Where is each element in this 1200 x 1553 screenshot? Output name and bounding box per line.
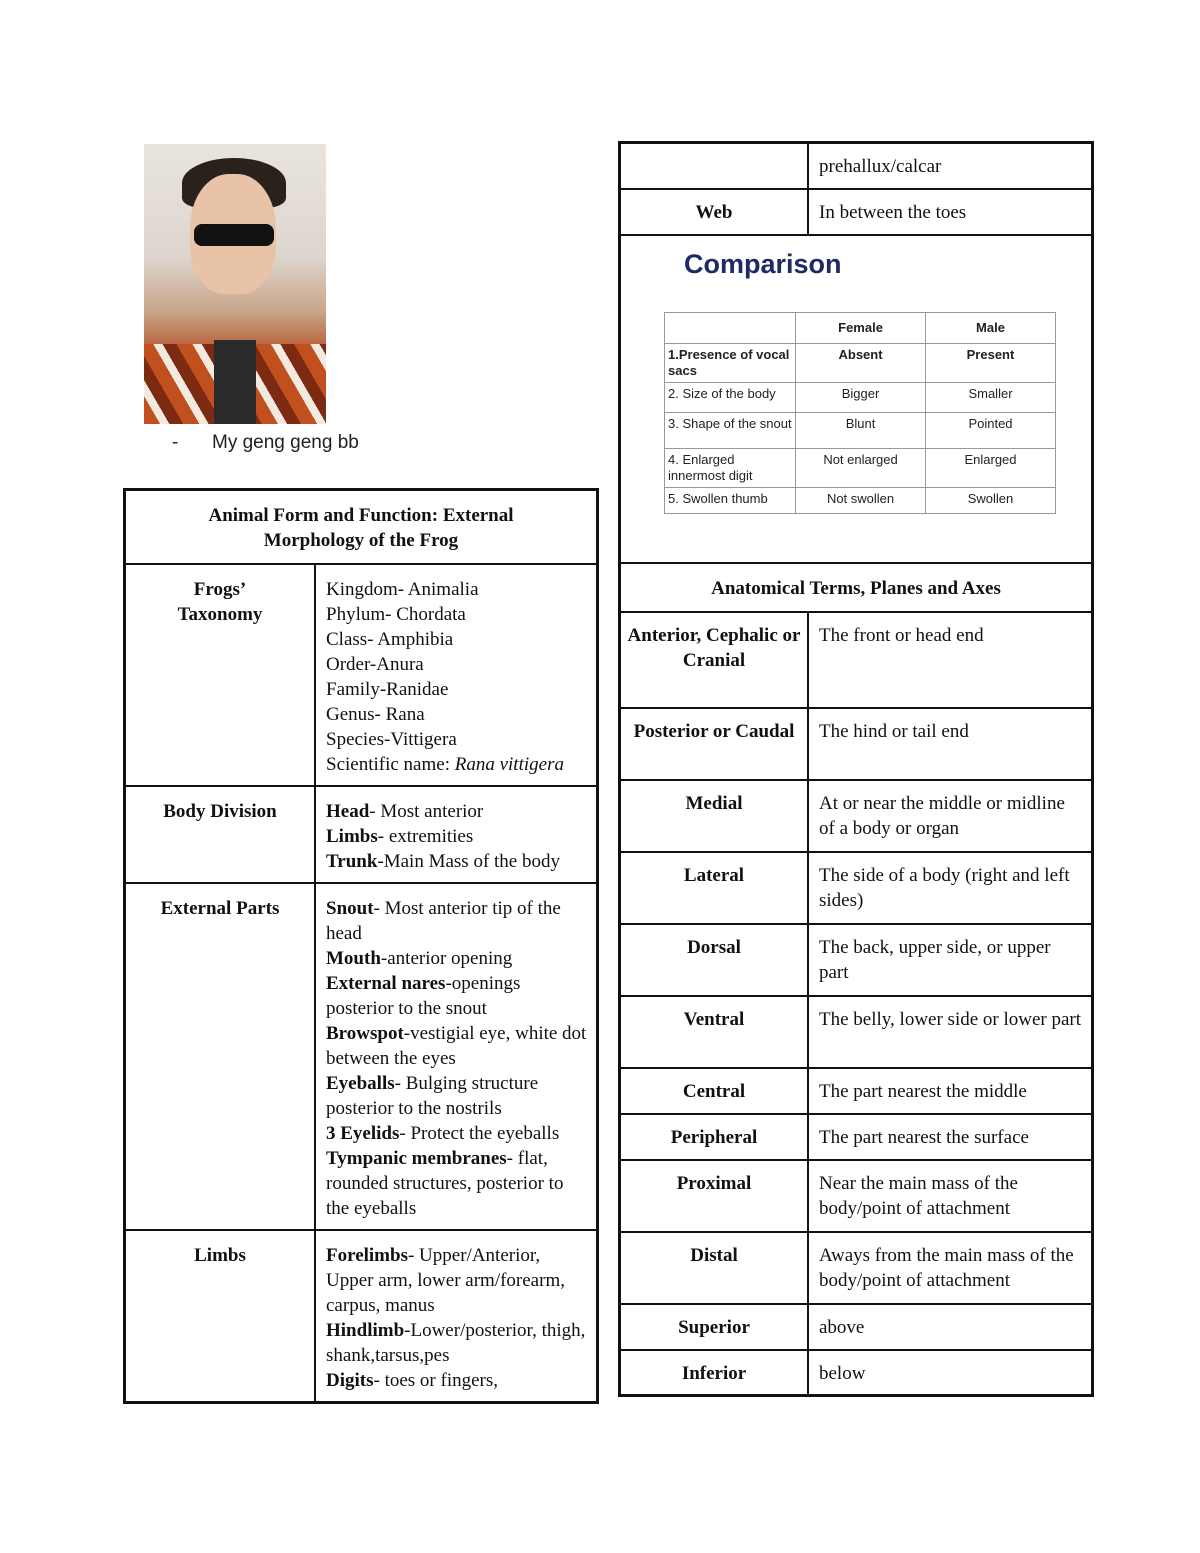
taxonomy-phylum: Phylum- Chordata: [326, 604, 466, 625]
term-definition: At or near the middle or midline of a body or organ: [808, 780, 1093, 852]
comparison-male: Smaller: [925, 382, 1055, 412]
limb-item: [326, 1320, 585, 1366]
term-definition: below: [808, 1350, 1093, 1396]
comparison-trait: 3. Shape of the snout: [665, 412, 796, 448]
comparison-male: Pointed: [925, 412, 1055, 448]
scientific-name-value: Rana vittigera: [454, 754, 564, 775]
external-part-item: [326, 973, 520, 1019]
term: External nares: [326, 973, 446, 994]
term-definition: Aways from the main mass of the body/point of attachment: [808, 1232, 1093, 1304]
description: - Most anterior tip of the head: [326, 898, 561, 944]
term: Limbs: [326, 826, 378, 847]
term-row: [620, 780, 1093, 852]
comparison-header: [665, 312, 1056, 343]
limb-item: [326, 1370, 498, 1391]
comparison-trait: 2. Size of the body: [665, 382, 796, 412]
comparison-table: [664, 312, 1056, 514]
taxonomy-scientific-name: [326, 752, 588, 777]
description: -anterior opening: [380, 948, 513, 969]
frog-morphology-table: [123, 488, 599, 1404]
term: Digits: [326, 1370, 374, 1391]
photo-shirt: [214, 340, 256, 424]
description: -openings posterior to the snout: [326, 973, 521, 1019]
term: Trunk: [326, 851, 378, 872]
label-line: Frogs’: [193, 579, 247, 600]
caption-bullet: -: [172, 432, 179, 453]
term-definition: The hind or tail end: [808, 708, 1093, 780]
term-row: [620, 1304, 1093, 1350]
photo-caption: [172, 432, 359, 454]
comparison-row-item: [665, 412, 1056, 448]
description: -vestigial eye, white dot between the eyes: [326, 1023, 587, 1069]
table-title-line1: Animal Form and Function: External: [208, 505, 514, 526]
description: - toes or fingers,: [373, 1370, 499, 1391]
term-row: [620, 1350, 1093, 1396]
row-value-external-parts: [315, 883, 598, 1230]
comparison-row-item: [665, 343, 1056, 382]
term-row: [620, 1114, 1093, 1160]
description: - Protect the eyeballs: [399, 1123, 560, 1144]
term-label: Central: [620, 1068, 809, 1114]
section-header-row: [620, 563, 1093, 612]
term: Tympanic membranes: [326, 1148, 507, 1169]
external-part-item: [326, 1023, 586, 1069]
external-part-item: [326, 898, 561, 944]
body-division-item: [326, 824, 588, 849]
term-label: Inferior: [620, 1350, 809, 1396]
comparison-trait: 1.Presence of vocal sacs: [665, 343, 796, 382]
taxonomy-family: Family-Ranidae: [326, 679, 449, 700]
taxonomy-class: Class- Amphibia: [326, 629, 454, 650]
term-row: [620, 1232, 1093, 1304]
comparison-female: Bigger: [796, 382, 926, 412]
comparison-female: Not swollen: [796, 487, 926, 513]
description: - extremities: [377, 826, 474, 847]
comparison-header-blank: [665, 312, 796, 343]
term-definition: above: [808, 1304, 1093, 1350]
term-label: Lateral: [620, 852, 809, 924]
comparison-trait: 4. Enlarged innermost digit: [665, 448, 796, 487]
comparison-male: Enlarged: [925, 448, 1055, 487]
term-label: Ventral: [620, 996, 809, 1068]
term-label: Proximal: [620, 1160, 809, 1232]
description: - Upper/Anterior, Upper arm, lower arm/forearm, carpus, manus: [326, 1245, 565, 1316]
term-label: Superior: [620, 1304, 809, 1350]
comparison-male: Swollen: [925, 487, 1055, 513]
comparison-row-item: [665, 487, 1056, 513]
comparison-male: Present: [925, 343, 1055, 382]
table-title: [125, 490, 598, 565]
body-division-item: [326, 799, 588, 824]
table-row: [125, 883, 598, 1230]
row-value-limbs: [315, 1230, 598, 1403]
term-definition: The front or head end: [808, 612, 1093, 708]
table-row: [125, 1230, 598, 1403]
term: Head: [326, 801, 370, 822]
comparison-trait: 5. Swollen thumb: [665, 487, 796, 513]
term-row: [620, 708, 1093, 780]
row-label-blank: [620, 143, 809, 189]
body-division-item: [326, 849, 588, 874]
term-definition: The back, upper side, or upper part: [808, 924, 1093, 996]
term: Browspot: [326, 1023, 404, 1044]
description: - flat, rounded structures, posterior to the eyeballs: [326, 1148, 564, 1219]
comparison-row-item: [665, 382, 1056, 412]
description: - Bulging structure posterior to the nostrils: [326, 1073, 539, 1119]
row-label-web: Web: [620, 189, 809, 235]
comparison-female: Not enlarged: [796, 448, 926, 487]
limb-item: [326, 1245, 565, 1316]
row-value-body-division: [315, 786, 598, 883]
row-label-limbs: Limbs: [125, 1230, 316, 1403]
description: -Lower/posterior, thigh, shank,tarsus,pes: [326, 1320, 586, 1366]
table-row: [620, 189, 1093, 235]
term-row: [620, 1068, 1093, 1114]
label-line: Taxonomy: [177, 604, 263, 625]
term-label: Medial: [620, 780, 809, 852]
term-row: [620, 996, 1093, 1068]
comparison-header-male: Male: [925, 312, 1055, 343]
term: Eyeballs: [326, 1073, 395, 1094]
taxonomy-kingdom: Kingdom- Animalia: [326, 579, 479, 600]
taxonomy-species: Species-Vittigera: [326, 729, 457, 750]
section-title: Anatomical Terms, Planes and Axes: [620, 563, 1093, 612]
external-part-item: [326, 1073, 538, 1119]
portrait-photo: [144, 144, 326, 424]
anatomical-terms-table: [618, 141, 1094, 1397]
description: - Most anterior: [369, 801, 484, 822]
row-label-taxonomy: [125, 564, 316, 786]
term-definition: The belly, lower side or lower part: [808, 996, 1093, 1068]
external-part-item: [326, 948, 512, 969]
term-row: [620, 852, 1093, 924]
term-label: Dorsal: [620, 924, 809, 996]
term-definition: The part nearest the surface: [808, 1114, 1093, 1160]
term-label: Distal: [620, 1232, 809, 1304]
comparison-title: Comparison: [684, 248, 842, 279]
comparison-image-cell: [620, 235, 1093, 563]
table-row: [125, 786, 598, 883]
term-row: [620, 612, 1093, 708]
term-definition: The part nearest the middle: [808, 1068, 1093, 1114]
description: -Main Mass of the body: [377, 851, 560, 872]
term-row: [620, 1160, 1093, 1232]
scientific-name-label: Scientific name:: [326, 754, 455, 775]
photo-sunglasses: [194, 224, 274, 246]
term: Mouth: [326, 948, 381, 969]
table-title-line2: Morphology of the Frog: [263, 530, 459, 551]
term: Hindlimb: [326, 1320, 405, 1341]
comparison-header-female: Female: [796, 312, 926, 343]
term-label: Posterior or Caudal: [620, 708, 809, 780]
table-row: [125, 564, 598, 786]
term-row: [620, 924, 1093, 996]
external-part-item: [326, 1123, 559, 1144]
row-value-prehallux: prehallux/calcar: [808, 143, 1093, 189]
term: Forelimbs: [326, 1245, 408, 1266]
taxonomy-genus: Genus- Rana: [326, 704, 425, 725]
row-value-taxonomy: [315, 564, 598, 786]
term-definition: The side of a body (right and left sides): [808, 852, 1093, 924]
term: 3 Eyelids: [326, 1123, 400, 1144]
term-definition: Near the main mass of the body/point of attachment: [808, 1160, 1093, 1232]
comparison-row-item: [665, 448, 1056, 487]
row-label-external-parts: External Parts: [125, 883, 316, 1230]
comparison-female: Blunt: [796, 412, 926, 448]
comparison-female: Absent: [796, 343, 926, 382]
row-label-body-division: Body Division: [125, 786, 316, 883]
term: Snout: [326, 898, 374, 919]
taxonomy-order: Order-Anura: [326, 654, 424, 675]
comparison-row: [620, 235, 1093, 563]
table-row: [620, 143, 1093, 189]
caption-text: My geng geng bb: [212, 432, 359, 453]
term-label: Peripheral: [620, 1114, 809, 1160]
row-value-web: In between the toes: [808, 189, 1093, 235]
external-part-item: [326, 1148, 563, 1219]
term-label: Anterior, Cephalic or Cranial: [620, 612, 809, 708]
